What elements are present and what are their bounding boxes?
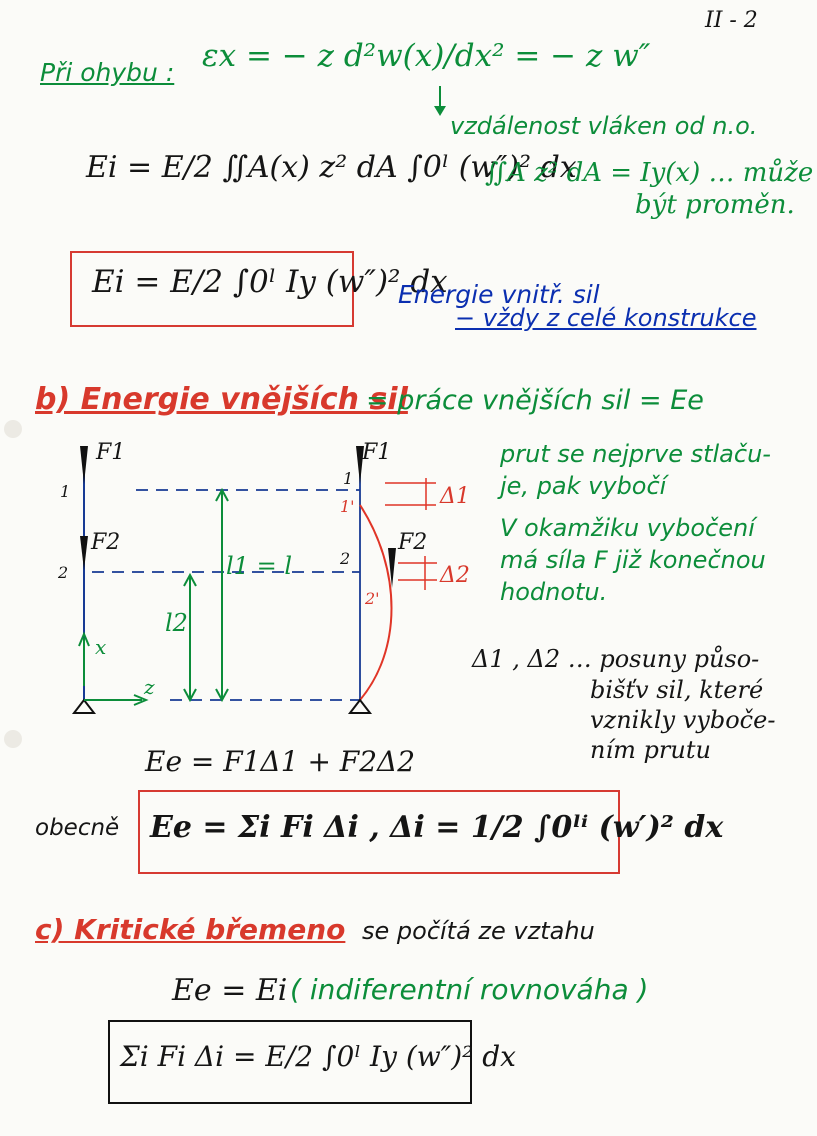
equilibrium-formula: Ee = Ei xyxy=(172,973,288,1008)
boxed-internal-energy-formula: Ei = E/2 ∫0ˡ Iy (w″)² dx xyxy=(92,264,448,300)
note-line-2: je, pak vybočí xyxy=(500,472,667,500)
note-line-3: V okamžiku vybočení xyxy=(500,514,755,542)
equilibrium-note: ( indiferentní rovnováha ) xyxy=(290,973,649,1006)
section-a-lead: Při ohybu : xyxy=(40,58,175,87)
diagram-point-2: 2 xyxy=(58,563,69,582)
moment-note-line-1: ∬A z² dA = Iy(x) … může xyxy=(485,158,814,188)
energy-label-line-1: Energie vnitř. sil xyxy=(398,280,600,309)
note-line-5: hodnotu. xyxy=(500,578,608,606)
fiber-distance-note: vzdálenost vláken od n.o. xyxy=(450,112,758,140)
diagram-f2-left: F2 xyxy=(91,530,121,555)
diagram-x-label: x xyxy=(95,635,107,659)
general-label: obecně xyxy=(35,815,120,841)
note-line-1: prut se nejprve stlaču- xyxy=(500,440,771,468)
delta-note-line-1: Δ1 , Δ2 … posuny půso- xyxy=(472,645,760,673)
diagram-point-1-right: 1 xyxy=(343,469,354,488)
diagram-l1-label: l1 = l xyxy=(226,552,292,580)
diagram-f2-right: F2 xyxy=(398,530,428,555)
delta-note-line-4: ním prutu xyxy=(590,736,711,764)
support-left xyxy=(74,700,94,713)
diagram-f1-right: F1 xyxy=(362,440,392,465)
diagram-delta2-label: Δ2 xyxy=(440,563,470,588)
force-arrow-f1-left xyxy=(80,446,88,484)
section-c-heading-suffix: se počítá ze vztahu xyxy=(362,917,595,945)
diagram-l2-label: l2 xyxy=(165,609,188,637)
final-formula: Σi Fi Δi = E/2 ∫0ˡ Iy (w″)² dx xyxy=(120,1040,516,1073)
moment-note-line-2: být proměn. xyxy=(635,190,795,220)
diagram-z-label: z xyxy=(144,675,155,699)
force-arrow-f2-left xyxy=(80,536,88,570)
diagram-point-1-prime: 1' xyxy=(340,497,355,516)
page-number: II - 2 xyxy=(705,8,758,33)
diagram-point-2-right: 2 xyxy=(340,549,351,568)
delta-note-line-2: bišťv sil, které xyxy=(590,676,764,704)
delta-note-line-3: vznikly vybočе- xyxy=(590,706,776,734)
note-arrow-head xyxy=(434,106,446,116)
section-c-heading: c) Kritické břemeno xyxy=(35,913,346,946)
note-line-4: má síla F již konečnou xyxy=(500,546,766,574)
external-work-formula: Ee = F1Δ1 + F2Δ2 xyxy=(145,745,416,778)
diagram-f1-left: F1 xyxy=(96,440,126,465)
general-formula: Ee = Σi Fi Δi , Δi = 1/2 ∫0ˡⁱ (w′)² dx xyxy=(150,810,724,845)
diagram-delta1-label: Δ1 xyxy=(440,484,470,509)
energy-label-line-2: − vždy z celé konstrukce xyxy=(455,304,757,332)
support-right xyxy=(350,700,370,713)
section-b-heading: b) Energie vnějších sil xyxy=(35,382,408,417)
diagram-point-1: 1 xyxy=(60,482,71,501)
strain-formula: εx = − z d²w(x)/dx² = − z w″ xyxy=(202,38,651,74)
internal-energy-integral: Ei = E/2 ∬A(x) z² dA ∫0ˡ (w″)² dx xyxy=(86,150,577,185)
section-b-heading-suffix: = práce vnějších sil = Ee xyxy=(366,385,704,416)
diagram-point-2-prime: 2' xyxy=(365,589,380,608)
